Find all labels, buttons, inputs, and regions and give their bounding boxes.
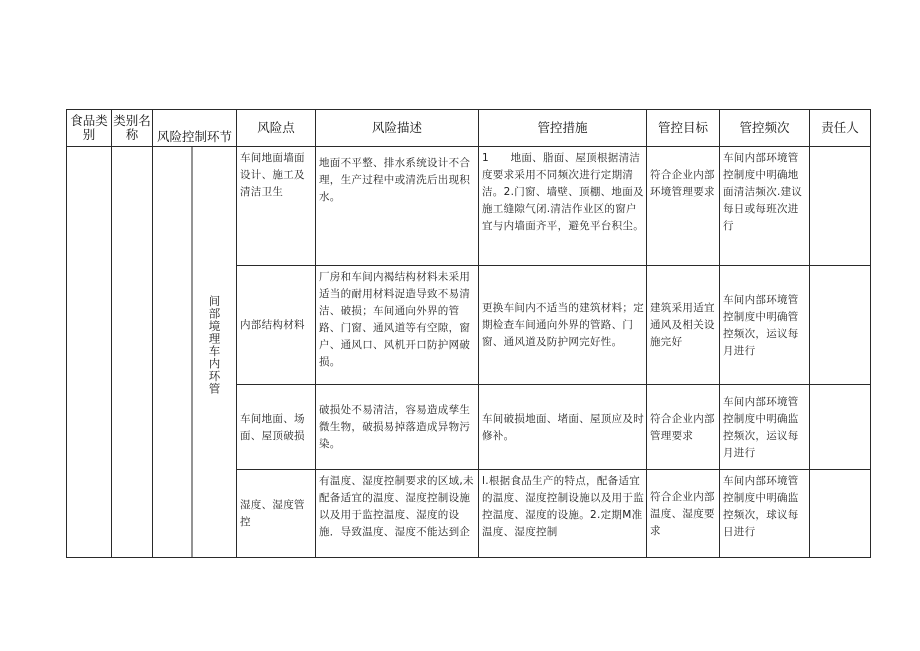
control-target: 符合企业内部管理要求	[650, 412, 715, 442]
control-frequency: 车间内部环境管控制度中明确监控频次，运议每月进行	[723, 395, 799, 459]
control-target: 符合企业内部温度、湿度要求	[650, 490, 715, 537]
responsible-cell	[810, 385, 871, 470]
control-measures: 更换车间内不适当的建筑材料；定期检查车间通向外界的管路、门窗、通风道及防护网完好性。	[482, 302, 644, 348]
responsible	[810, 147, 870, 152]
control-measures-cell	[479, 470, 647, 558]
risk-description: 破损处不易清洁，容易造成孳生微生物，破损易掉落造成异物污染。	[319, 404, 471, 450]
control-target-cell	[647, 266, 720, 385]
control-frequency-cell	[720, 266, 810, 385]
control-target: 建筑采用适宜通风及相关设施完好	[650, 302, 715, 348]
risk-description-cell	[316, 470, 479, 558]
control-frequency-cell	[720, 470, 810, 558]
control-target: 符合企业内部环境管理要求	[650, 169, 715, 198]
risk-description: 地面不平整、排水系统设计不合理，生产过程中或清洗后出现积水。	[319, 157, 471, 203]
risk-description-cell	[316, 147, 479, 266]
risk-point: 内部结构材料	[240, 319, 305, 331]
risk-point-cell	[237, 266, 316, 385]
category-name-cell	[112, 147, 153, 558]
responsible-cell	[810, 266, 871, 385]
control-measures-cell	[479, 266, 647, 385]
control-frequency-cell	[720, 385, 810, 470]
risk-point: 湿度、湿度管控	[240, 499, 305, 528]
control-measures: l.根据食品生产的特点，配备适宜的温度、湿度控制设施以及用于监控温度、湿度的设施。2.定期M准温度、湿度控制	[482, 475, 644, 538]
header-control-frequency: 管控频次	[720, 110, 810, 147]
control-measures-cell	[479, 147, 647, 266]
responsible	[810, 470, 870, 475]
control-frequency-cell	[720, 147, 810, 266]
responsible	[810, 266, 870, 271]
risk-description-cell	[316, 266, 479, 385]
control-frequency: 车间内部环境管控制度中明确管控频次，运议每月进行	[723, 293, 799, 357]
responsible-cell	[810, 147, 871, 266]
section-label: 间部境理车内环管	[207, 295, 222, 395]
header-risk-point: 风险点	[237, 110, 316, 147]
table-header-row	[67, 110, 871, 147]
risk-description: 厂房和车间内褐结构材料未采用适当的耐用材料浞造导致不易清洁、破损；车间通向外界的管路、门窗、通风道等有空隙，窗户、通风口、风机开口防护网破损。	[319, 271, 471, 368]
risk-point: 车间地面墙面设计、施工及清洁卫生	[240, 152, 305, 198]
header-control-target: 管控目标	[647, 110, 720, 147]
control-measures-cell	[479, 385, 647, 470]
control-target-cell	[647, 470, 720, 558]
risk-point-cell	[237, 470, 316, 558]
risk-point-cell	[237, 147, 316, 266]
header-responsible: 责任人	[810, 110, 871, 147]
control-target-cell	[647, 147, 720, 266]
control-frequency: 车间内部环境管控制度中明确地面清洁频次.建议每日或每班次进行	[723, 152, 803, 232]
responsible	[810, 385, 870, 390]
responsible-cell	[810, 470, 871, 558]
header-control-stage: 风险控制环节	[153, 110, 237, 147]
header-food-category: 食品类别	[67, 110, 112, 147]
risk-point-cell	[237, 385, 316, 470]
header-risk-description: 风险描述	[316, 110, 479, 147]
risk-point: 车间地面、场面、屋顶破损	[240, 412, 305, 442]
control-frequency: 车间内部环境管控制度中明确监控频次，球议每日进行	[723, 475, 799, 538]
control-measures: 车间破损地面、堵面、屋顶应及时修补。	[482, 412, 644, 442]
table-row	[67, 147, 871, 266]
control-stage-cell	[153, 147, 237, 558]
control-target-cell	[647, 385, 720, 470]
risk-control-table	[66, 109, 871, 558]
header-category-name: 类别名称	[112, 110, 153, 147]
header-control-measures: 管控措施	[479, 110, 647, 147]
risk-description-cell	[316, 385, 479, 470]
control-measures: 1 地面、脂面、屋顶根据清洁度要求采用不同频次进行定期清洁。2.门窗、墙壁、顶棚、地面及施工缝隙气闭.清洁作业区的窗户宜与内墙面齐平，避免平台积尘。	[482, 152, 644, 232]
risk-description: 有温度、湿度控制要求的区域,未配备适宜的温度、湿度控制设施以及用于监控温度、湿度的设施．导致温度、湿度不能达到企	[319, 475, 474, 538]
food-category-cell	[67, 147, 112, 558]
